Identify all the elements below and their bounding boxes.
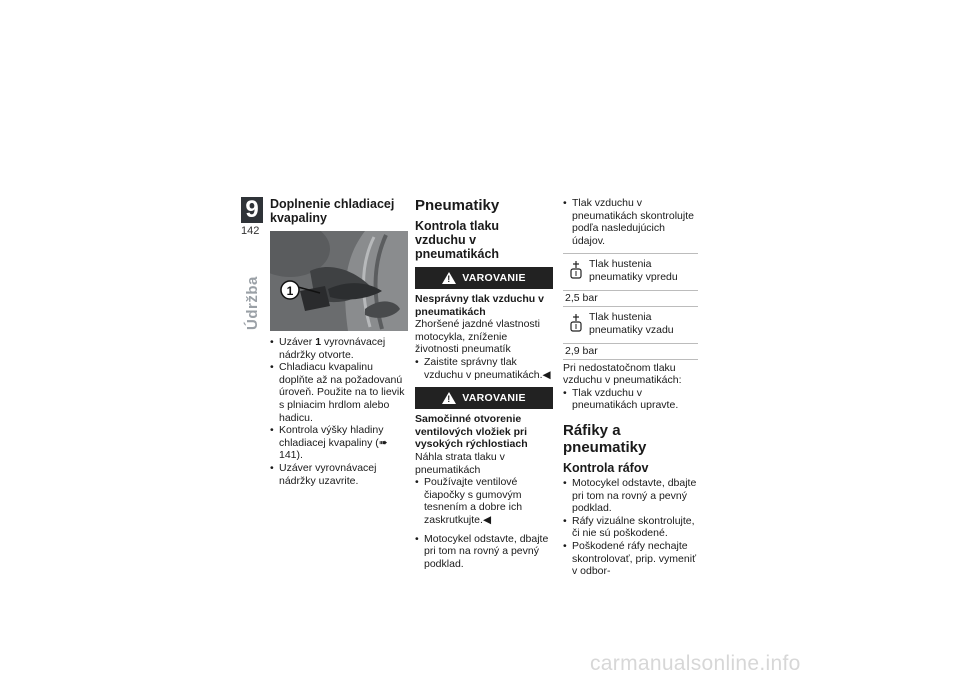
coolant-section	[270, 197, 410, 487]
warning-text: Zhoršené jazdné vlastnosti motocykla, zníženie životnosti pneumatík	[415, 318, 540, 356]
rims-heading: Ráfiky a pneumatiky	[563, 421, 647, 456]
warning-title: Nesprávny tlak vzduchu v pneumatikách	[415, 293, 544, 318]
spec-value: 2,9 bar	[563, 343, 698, 359]
warning-banner: ! VAROVANIE	[415, 387, 553, 409]
list-item: • Chladiacu kvapalinu doplňte až na požadovanú úroveň. Použite na to lievik s plniacim hrdlom alebo hadicu.	[270, 361, 410, 424]
coolant-heading: Doplnenie chladiacej kvapaliny	[270, 197, 395, 225]
warning-text: Náhla strata tlaku v pneumatikách	[415, 450, 505, 476]
spec-label: Tlak hustenia pneumatiky vzadu	[589, 310, 674, 336]
coolant-reservoir-photo	[270, 231, 408, 331]
list-item: • Tlak vzduchu v pneumatikách upravte.	[563, 387, 698, 412]
reservoir-illustration	[270, 231, 408, 331]
callout-number: 1	[286, 284, 294, 298]
list-item: • Používajte ventilové čiapočky s gumovým tesnením a dobre ich zaskrutkujte.◀	[415, 476, 553, 526]
tires-section	[415, 197, 553, 570]
rear-pressure-spec	[563, 307, 698, 360]
chapter-title: Údržba	[244, 276, 261, 330]
coolant-steps	[270, 336, 410, 487]
rims-steps	[563, 477, 698, 578]
list-item: • Kontrola výšky hladiny chladiacej kvapaliny (➠ 141).	[270, 424, 410, 462]
warning-title: Samočinné otvorenie ventilových vložiek pri vysokých rýchlostiach	[415, 413, 528, 451]
spec-label: Tlak hustenia pneumatiky vpredu	[589, 258, 678, 283]
rims-subheading: Kontrola ráfov	[563, 460, 649, 475]
list-item: • Uzáver vyrovnávacej nádržky uzavrite.	[270, 462, 410, 487]
front-pressure-spec	[563, 253, 698, 307]
warning-icon	[442, 272, 456, 284]
chapter-number: 9	[241, 197, 263, 223]
list-item: • Motocykel odstavte, dbajte pri tom na rovný a pevný podklad.	[415, 533, 553, 571]
spec-value: 2,5 bar	[563, 290, 698, 306]
list-item: • Zaistite správny tlak vzduchu v pneumatikách.◀	[415, 356, 553, 381]
warning-banner: ! VAROVANIE	[415, 267, 553, 289]
low-pressure-text: Pri nedostatočnom tlaku vzduchu v pneumatikách:	[563, 361, 682, 387]
page-number: 142	[241, 225, 260, 237]
tire-pressure-icon	[569, 313, 583, 333]
watermark: carmanualsonline.info	[590, 652, 801, 675]
list-item: • Motocykel odstavte, dbajte pri tom na rovný a pevný podklad.	[563, 477, 698, 515]
list-item: • Tlak vzduchu v pneumatikách skontrolujte podľa nasledujúcich údajov.	[563, 197, 698, 247]
tire-pressure-subheading: Kontrola tlaku vzduchu v pneumatikách	[415, 219, 500, 261]
tires-section-continued	[563, 197, 698, 578]
tires-heading: Pneumatiky	[415, 197, 500, 214]
tire-pressure-icon	[569, 260, 583, 280]
list-item: • Ráfy vizuálne skontrolujte, či nie sú poškodené.	[563, 515, 698, 540]
list-item: • Poškodené ráfy nechajte skontrolovať, prip. vymeniť v odbor-	[563, 540, 698, 578]
list-item: • Uzáver 1 vyrovnávacej nádržky otvorte.	[270, 336, 410, 361]
warning-icon	[442, 392, 456, 404]
